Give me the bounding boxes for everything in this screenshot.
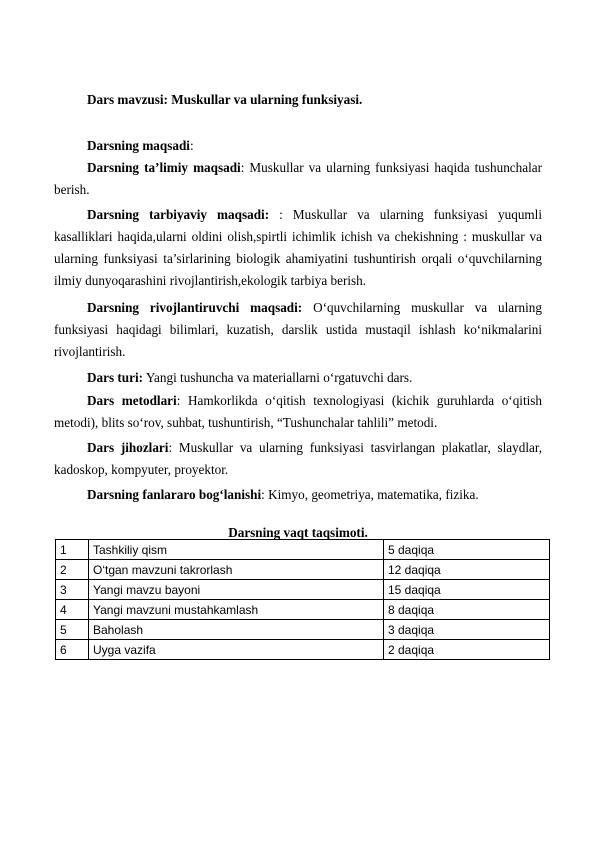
methods-label: Dars metodlari <box>87 393 177 408</box>
educational-goal-text: : Muskullar va ularning funksiyasi haqida tushunchalar berish. <box>54 160 543 197</box>
row-time: 2 daqiqa <box>384 640 550 660</box>
row-number: 5 <box>56 620 89 640</box>
row-number: 2 <box>56 560 89 580</box>
row-number: 1 <box>56 540 89 560</box>
development-goal-paragraph <box>54 297 542 363</box>
lesson-topic-heading: Dars mavzusi: Muskullar va ularning funksiyasi. <box>87 92 363 107</box>
equipment-label: Dars jihozlari <box>87 440 169 455</box>
interdisciplinary-text: : Kimyo, geometriya, matematika, fizika. <box>261 487 479 502</box>
lesson-type-paragraph <box>54 367 542 389</box>
row-stage: O‘tgan mavzuni takrorlash <box>89 560 384 580</box>
row-stage: Baholash <box>89 620 384 640</box>
goal-label: Darsning maqsadi <box>87 138 190 153</box>
row-number: 6 <box>56 640 89 660</box>
table-row <box>56 600 550 620</box>
row-stage: Tashkiliy qism <box>89 540 384 560</box>
upbringing-goal-label: Darsning tarbiyaviy maqsadi: <box>87 207 270 222</box>
educational-goal-label: Darsning ta’limiy maqsadi <box>87 160 241 175</box>
interdisciplinary-label: Darsning fanlararo bog‘lanishi <box>87 487 262 502</box>
row-time: 5 daqiqa <box>384 540 550 560</box>
equipment-paragraph <box>54 437 542 481</box>
goal-suffix: : <box>189 138 194 153</box>
schedule-table <box>55 539 550 660</box>
schedule-title: Darsning vaqt taqsimoti. <box>228 525 368 540</box>
row-number: 3 <box>56 580 89 600</box>
row-time: 15 daqiqa <box>384 580 550 600</box>
row-time: 3 daqiqa <box>384 620 550 640</box>
row-time: 8 daqiqa <box>384 600 550 620</box>
methods-paragraph <box>54 390 542 434</box>
table-row <box>56 620 550 640</box>
row-time: 12 daqiqa <box>384 560 550 580</box>
lesson-type-label: Dars turi: <box>87 370 144 385</box>
equipment-text: : Muskullar va ularning funksiyasi tasvirlangan plakatlar, slaydlar, kadoskop, kompyuter, proyektor. <box>54 440 542 477</box>
upbringing-goal-text: : Muskullar va ularning funksiyasi yuqumli kasalliklari haqida,ularni oldini olish,spirtli ichimlik ichish va chekishning : muskullar va ularning funksiyasi ta’sirlarining biologik ahamiyatini tushuntirish orqali o‘quvchilarning ilmiy dunyoqarashini rivojlantirish,ekologik tarbiya berish. <box>54 207 542 288</box>
development-goal-label: Darsning rivojlantiruvchi maqsadi: <box>87 300 303 315</box>
row-number: 4 <box>56 600 89 620</box>
table-row <box>56 640 550 660</box>
goal-heading <box>54 135 542 157</box>
row-stage: Uyga vazifa <box>89 640 384 660</box>
lesson-type-text: Yangi tushuncha va materiallarni o‘rgatuvchi dars. <box>143 370 413 385</box>
row-stage: Yangi mavzuni mustahkamlash <box>89 600 384 620</box>
methods-text: : Hamkorlikda o‘qitish texnologiyasi (kichik guruhlarda o‘qitish metodi), blits so‘rov, suhbat, tushuntirish, “Tushunchalar tahlili” metodi. <box>54 393 542 430</box>
table-row <box>56 580 550 600</box>
interdisciplinary-paragraph <box>54 484 542 506</box>
table-row <box>56 560 550 580</box>
row-stage: Yangi mavzu bayoni <box>89 580 384 600</box>
table-row <box>56 540 550 560</box>
development-goal-text: O‘quvchilarning muskullar va ularning funksiyasi haqidagi bilimlari, kuzatish, darslik ustida mustaqil ishlash ko‘nikmalarini rivojlantirish. <box>54 300 542 359</box>
educational-goal-paragraph <box>54 157 542 201</box>
upbringing-goal-paragraph <box>54 204 542 292</box>
